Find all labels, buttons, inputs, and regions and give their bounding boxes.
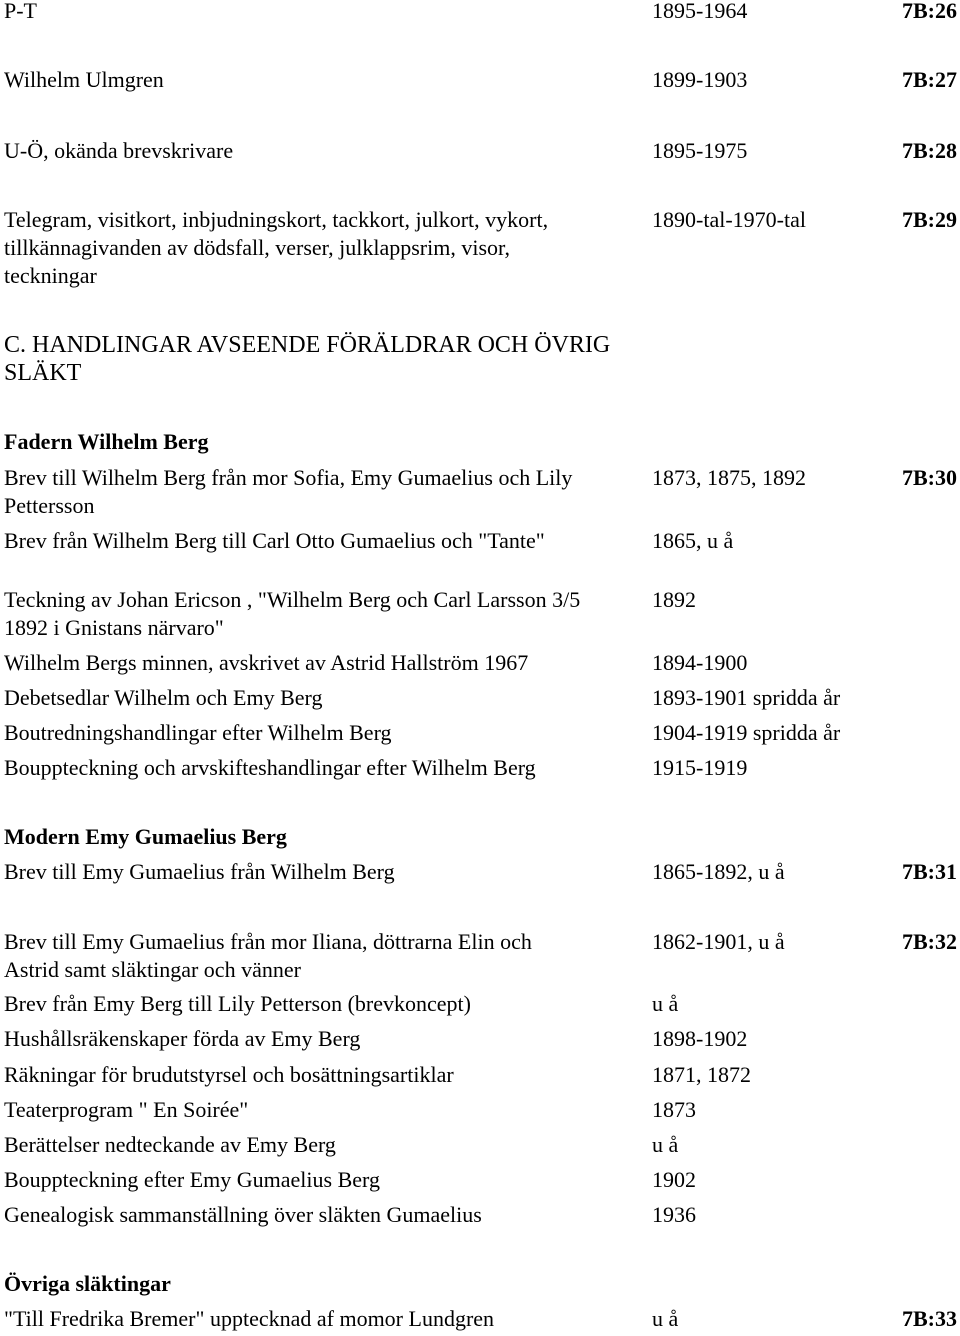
subsection-heading: Övriga släktingar [4, 1271, 171, 1296]
row-date: 1890-tal-1970-tal [652, 207, 806, 232]
row-desc-line: Astrid samt släktingar och vänner [4, 957, 301, 982]
row-desc: Brev från Wilhelm Berg till Carl Otto Gumaelius och "Tante" [4, 528, 545, 553]
subsection-heading: Fadern Wilhelm Berg [4, 429, 209, 454]
row-desc: Bouppteckning efter Emy Gumaelius Berg [4, 1167, 380, 1192]
row-volume: 7B:32 [902, 929, 957, 954]
row-desc-line: Telegram, visitkort, inbjudningskort, tackkort, julkort, vykort, [4, 207, 549, 232]
row-date: 1895-1975 [652, 138, 748, 163]
row-date: 1865-1892, u å [652, 859, 785, 884]
row-date: 1902 [652, 1167, 696, 1192]
row-desc-line: tillkännagivanden av dödsfall, verser, julklappsrim, visor, [4, 235, 510, 260]
row-volume: 7B:26 [902, 0, 957, 23]
row-desc: Räkningar för brudutstyrsel och bosättningsartiklar [4, 1062, 454, 1087]
row-date: 1894-1900 [652, 650, 748, 675]
row-desc: "Till Fredrika Bremer" upptecknad af momor Lundgren [4, 1306, 495, 1331]
row-volume: 7B:30 [902, 465, 957, 490]
row-desc-line: Teckning av Johan Ericson , "Wilhelm Berg och Carl Larsson 3/5 [4, 587, 581, 612]
row-desc-line: Brev till Emy Gumaelius från mor Iliana, döttrarna Elin och [4, 929, 532, 954]
row-desc: Brev till Emy Gumaelius från Wilhelm Berg [4, 859, 395, 884]
row-desc: Boutredningshandlingar efter Wilhelm Berg [4, 720, 392, 745]
row-desc: Berättelser nedteckande av Emy Berg [4, 1132, 336, 1157]
row-date: 1899-1903 [652, 67, 748, 92]
row-desc: Bouppteckning och arvskifteshandlingar efter Wilhelm Berg [4, 755, 536, 780]
row-date: 1873 [652, 1097, 696, 1122]
row-desc-line: Pettersson [4, 493, 95, 518]
row-desc: Brev från Emy Berg till Lily Petterson (brevkoncept) [4, 991, 471, 1016]
row-desc: P-T [4, 0, 37, 23]
row-desc-line: teckningar [4, 263, 97, 288]
row-date: u å [652, 1132, 679, 1157]
row-desc: Debetsedlar Wilhelm och Emy Berg [4, 685, 323, 710]
row-date: 1865, u å [652, 528, 734, 553]
row-date: u å [652, 1306, 679, 1331]
row-date: 1873, 1875, 1892 [652, 465, 806, 490]
section-title-line: C. HANDLINGAR AVSEENDE FÖRÄLDRAR OCH ÖVRIG [4, 332, 611, 358]
row-desc: Teaterprogram " En Soirée" [4, 1097, 249, 1122]
row-volume: 7B:33 [902, 1306, 957, 1331]
row-desc-line: 1892 i Gnistans närvaro" [4, 615, 224, 640]
row-date: 1892 [652, 587, 696, 612]
row-volume: 7B:28 [902, 138, 957, 163]
subsection-heading: Modern Emy Gumaelius Berg [4, 824, 287, 849]
row-volume: 7B:31 [902, 859, 957, 884]
row-desc: Wilhelm Ulmgren [4, 67, 164, 92]
row-desc: Wilhelm Bergs minnen, avskrivet av Astrid Hallström 1967 [4, 650, 529, 675]
row-desc: Genealogisk sammanställning över släkten Gumaelius [4, 1202, 482, 1227]
row-date: 1871, 1872 [652, 1062, 751, 1087]
row-date: u å [652, 991, 679, 1016]
row-desc: U-Ö, okända brevskrivare [4, 138, 234, 163]
row-desc-line: Brev till Wilhelm Berg från mor Sofia, Emy Gumaelius och Lily [4, 465, 573, 490]
section-title-line: SLÄKT [4, 360, 82, 386]
row-volume: 7B:27 [902, 67, 957, 92]
row-date: 1893-1901 spridda år [652, 685, 841, 710]
row-date: 1915-1919 [652, 755, 748, 780]
row-date: 1936 [652, 1202, 696, 1227]
row-date: 1862-1901, u å [652, 929, 785, 954]
row-date: 1904-1919 spridda år [652, 720, 841, 745]
row-desc: Hushållsräkenskaper förda av Emy Berg [4, 1026, 361, 1051]
row-date: 1898-1902 [652, 1026, 748, 1051]
row-volume: 7B:29 [902, 207, 957, 232]
row-date: 1895-1964 [652, 0, 748, 23]
